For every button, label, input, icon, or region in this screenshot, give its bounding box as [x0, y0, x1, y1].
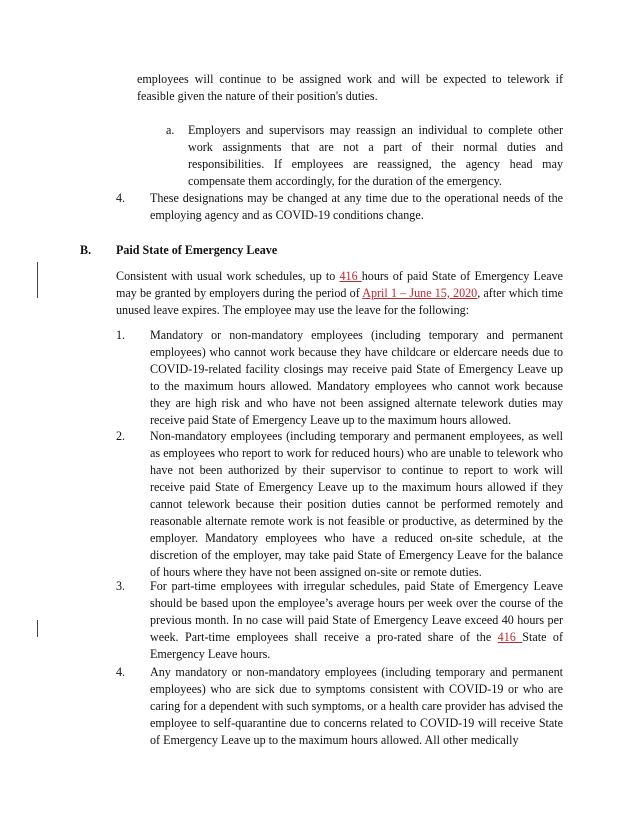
item-2-text: Non-mandatory employees (including temporary and permanent employees, as well as employees who report to work for reduced hours) who are unable to telework who have not been authorized by their supervisor to continue to report to work will receive paid State of Emergency Leave up to the maximum hours allowed if they cannot telework because their position duties cannot be performed remotely and reasonable alternate remote work is not feasible or productive, as determined by the employer. Mandatory employees who have a reduced on-site schedule, at the discretion of the employer, may take paid State of Emergency Leave for the balance of hours where they have not been assigned on-site or remote duties. [150, 429, 563, 579]
item-1-text: Mandatory or non-mandatory employees (including temporary and permanent employees) who cannot work because they have childcare or eldercare needs due to COVID-19-related facility closings may receive paid State of Emergency Leave up to the maximum hours allowed. Mandatory employees who cannot work because they are high risk and who have not been assigned alternate telework duties may receive paid State of Emergency Leave up to the maximum hours allowed. [150, 328, 563, 427]
revision-bar [37, 620, 38, 637]
item-1-label: 1. [116, 328, 126, 342]
para-text-3: , after which time unused leave expires. The employee may use the leave for the following: [116, 286, 563, 317]
item-4-text: Any mandatory or non-mandatory employees (including temporary and permanent employees) who are sick due to symptoms consistent with COVID-19 or who are caring for a dependent with such symptoms, or a health care provider has advised the employee to self-quarantine due to concerns related to COVID-19 will receive State of Emergency Leave up to the maximum hours allowed. All other medically [150, 665, 563, 747]
item-4-label: 4. [116, 665, 126, 679]
revision-bar [37, 262, 38, 298]
item-4-top-label: 4. [116, 191, 126, 205]
prorated-hours-change: 416 [497, 630, 523, 644]
item-4-top-text: These designations may be changed at any time due to the operational needs of the employing agency and as COVID-19 conditions change. [150, 191, 563, 222]
sub-item-a-text: Employers and supervisors may reassign an individual to complete other work assignments that are not a part of their normal duties and responsibilities. If employees are reassigned, the agency head may compensate them accordingly, for the duration of the emergency. [188, 123, 563, 188]
section-b-title: Paid State of Emergency Leave [116, 243, 278, 257]
item-3-text-2: State of Emergency Leave hours. [150, 630, 563, 661]
item-2-label: 2. [116, 429, 126, 443]
item-3-text [150, 578, 563, 663]
section-b-label: B. [80, 243, 92, 257]
intro-paragraph: employees will continue to be assigned work and will be expected to telework if feasible given the nature of their position's duties. [137, 72, 563, 103]
item-3-label: 3. [116, 579, 126, 593]
para-text-2: hours of paid State of Emergency Leave may be granted by employers during the period of [116, 269, 563, 300]
section-b-paragraph [116, 268, 563, 319]
item-3-text-1: For part-time employees with irregular schedules, paid State of Emergency Leave should be based upon the employee’s average hours per week over the course of the previous month. In no case will paid State of Emergency Leave exceed 40 hours per week. Part-time employees shall receive a pro-rated share of the [150, 579, 563, 644]
sub-item-a-label: a. [166, 123, 175, 137]
leave-period-change: April 1 – June 15, 2020 [362, 286, 478, 300]
leave-hours-change: 416 [339, 269, 362, 283]
para-text-1: Consistent with usual work schedules, up to [116, 269, 340, 283]
